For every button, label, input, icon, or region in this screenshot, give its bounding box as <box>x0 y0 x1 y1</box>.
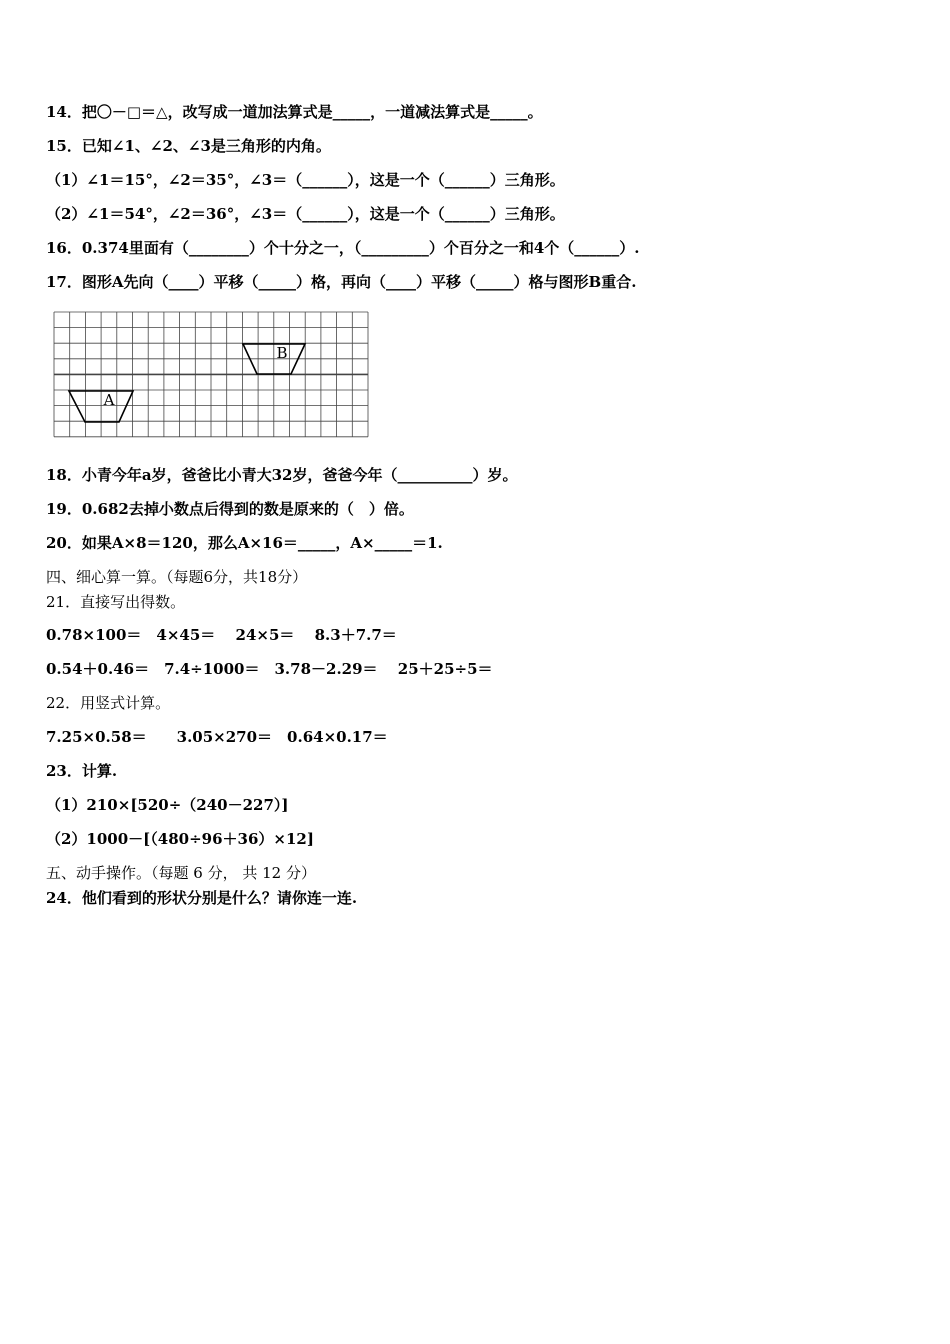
question-23: 23．计算. <box>46 762 118 780</box>
question-15-part-1: （1）∠1＝15°，∠2＝35°，∠3＝（______），这是一个（______）三角形。 <box>46 171 565 189</box>
shape-b-label: B <box>276 344 288 362</box>
question-22: 22．用竖式计算。 <box>46 694 171 712</box>
question-20: 20．如果A×8＝120，那么A×16＝_____，A×_____＝1. <box>46 534 443 552</box>
question-23-part-2: （2）1000－[（480÷96＋36）×12] <box>46 830 314 848</box>
section-5-heading: 五、动手操作。（每题 6 分， 共 12 分） <box>46 864 316 882</box>
question-17: 17．图形A先向（____）平移（_____）格，再向（____）平移（_____）格与图形B重合. <box>46 273 637 291</box>
shape-a-label: A <box>103 391 115 409</box>
question-21-row-2: 0.54＋0.46＝ 7.4÷1000＝ 3.78－2.29＝ 25＋25÷5＝ <box>46 660 493 678</box>
question-15: 15．已知∠1、∠2、∠3是三角形的内角。 <box>46 137 331 155</box>
question-18: 18．小青今年a岁，爸爸比小青大32岁，爸爸今年（__________）岁。 <box>46 466 518 484</box>
question-24: 24．他们看到的形状分别是什么？请你连一连. <box>46 889 358 907</box>
section-4-heading: 四、细心算一算。（每题6分，共18分） <box>46 568 308 586</box>
question-22-row: 7.25×0.58＝ 3.05×270＝ 0.64×0.17＝ <box>46 728 388 746</box>
question-19: 19．0.682去掉小数点后得到的数是原来的（ ）倍。 <box>46 500 414 518</box>
translation-grid-figure <box>53 311 369 439</box>
question-14: 14．把〇－□＝△，改写成一道加法算式是_____，一道减法算式是_____。 <box>46 103 543 121</box>
question-21-row-1: 0.78×100＝ 4×45＝ 24×5＝ 8.3＋7.7＝ <box>46 626 397 644</box>
question-15-part-2: （2）∠1＝54°，∠2＝36°，∠3＝（______），这是一个（______）三角形。 <box>46 205 565 223</box>
question-21: 21．直接写出得数。 <box>46 593 186 611</box>
question-23-part-1: （1）210×[520÷（240－227）] <box>46 796 289 814</box>
question-16: 16．0.374里面有（________）个十分之一，（_________）个百分之一和4个（______）. <box>46 239 640 257</box>
